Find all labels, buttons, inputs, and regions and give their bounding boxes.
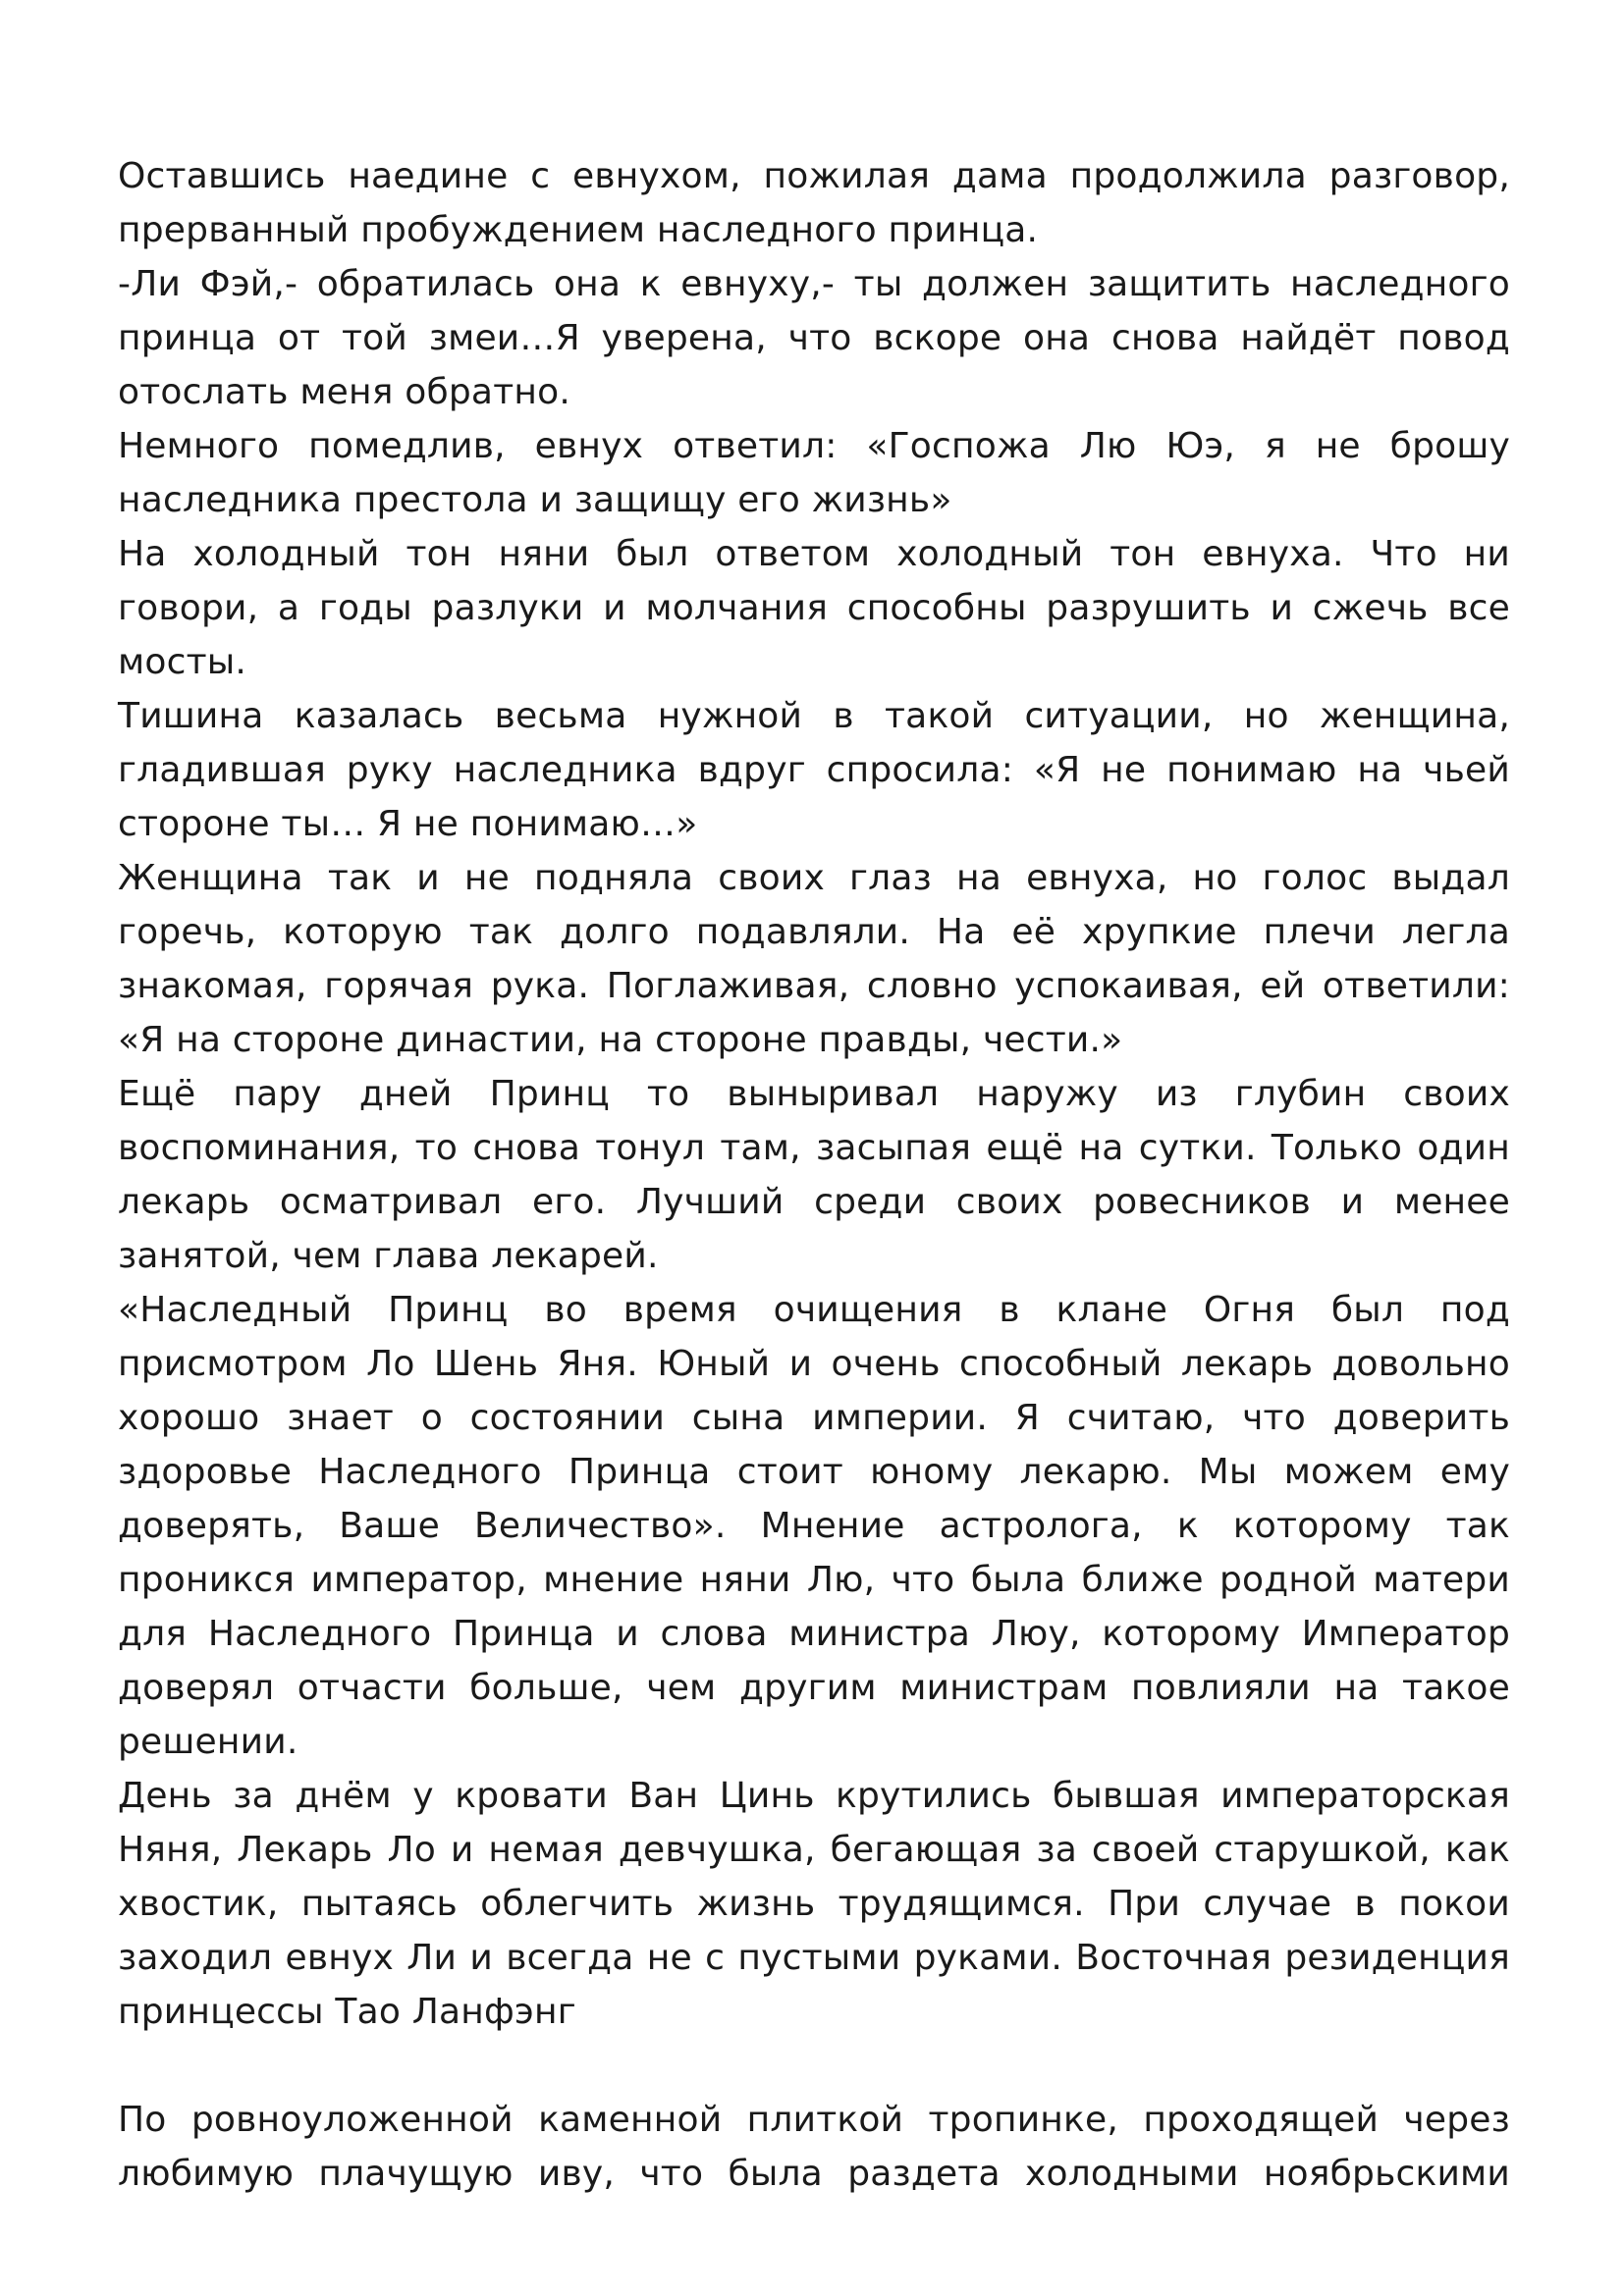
paragraph-3: Немного помедлив, евнух ответил: «Госпожа Лю Юэ, я не брошу наследника престола и защищу его жизнь» [118,426,1510,520]
paragraph-8: «Наследный Принц во время очищения в клане Огня был под присмотром Ло Шень Яня. Юный и очень способный лекарь довольно хорошо знает о состоянии сына империи. Я считаю, что доверить здоровье Наследного Принца стоит юному лекарю. Мы можем ему доверять, Ваше Величество». Мнение астролога, к которому так проникся император, мнение няни Лю, что была ближе родной матери для Наследного Принца и слова министра Люу, которому Император доверял отчасти больше, чем другим министрам повлияли на такое решении. [118,1290,1510,1762]
paragraph-6: Женщина так и не подняла своих глаз на евнуха, но голос выдал горечь, которую так долго подавляли. На её хрупкие плечи легла знакомая, горячая рука. Поглаживая, словно успокаивая, ей ответили: «Я на стороне династии, на стороне правды, чести.» [118,858,1510,1060]
paragraph-4: На холодный тон няни был ответом холодный тон евнуха. Что ни говори, а годы разлуки и молчания способны разрушить и сжечь все мосты. [118,534,1510,682]
document-text [118,149,1510,2201]
paragraph-10: По ровноуложенной каменной плиткой тропинке, проходящей через любимую плачущую иву, что была раздета холодными ноябрьскими [118,2100,1510,2194]
paragraph-9: День за днём у кровати Ван Цинь крутились бывшая императорская Няня, Лекарь Ло и немая девчушка, бегающая за своей старушкой, как хвостик, пытаясь облегчить жизнь трудящимся. При случае в покои заходил евнух Ли и всегда не с пустыми руками. Восточная резиденция принцессы Тао Ланфэнг [118,1776,1510,2032]
paragraph-2: -Ли Фэй,- обратилась она к евнуху,- ты должен защитить наследного принца от той змеи…Я уверена, что вскоре она снова найдёт повод отослать меня обратно. [118,264,1510,412]
paragraph-spacer [118,2039,1510,2093]
paragraph-5: Тишина казалась весьма нужной в такой ситуации, но женщина, гладившая руку наследника вдруг спросила: «Я не понимаю на чьей стороне ты… Я не понимаю…» [118,696,1510,844]
paragraph-7: Ещё пару дней Принц то выныривал наружу из глубин своих воспоминания, то снова тонул там, засыпая ещё на сутки. Только один лекарь осматривал его. Лучший среди своих ровесников и менее занятой, чем глава лекарей. [118,1074,1510,1276]
paragraph-1: Оставшись наедине с евнухом, пожилая дама продолжила разговор, прерванный пробуждением наследного принца. [118,156,1510,250]
